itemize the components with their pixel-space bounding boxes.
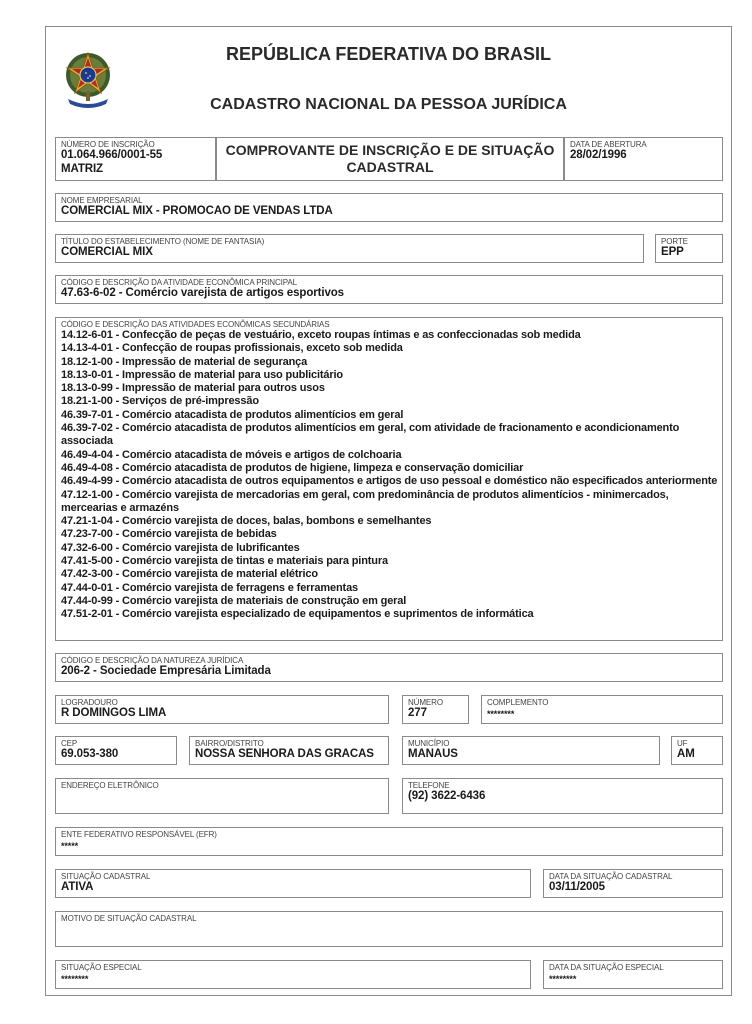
atividade-secundaria-item: 46.49-4-08 - Comércio atacadista de produtos de higiene, limpeza e conservação domiciliar [61,461,524,474]
bairro-value: NOSSA SENHORA DAS GRACAS [195,748,374,760]
natureza-juridica-label: CÓDIGO E DESCRIÇÃO DA NATUREZA JURÍDICA [61,656,244,665]
efr-field [55,827,723,856]
data-situacao-especial-label: DATA DA SITUAÇÃO ESPECIAL [549,963,664,972]
motivo-situacao-field [55,911,723,947]
natureza-juridica-field [55,653,723,682]
atividade-secundaria-item: 14.13-4-01 - Confecção de roupas profissionais, exceto sob medida [61,342,403,355]
numero-inscricao-value: 01.064.966/0001-55 [61,149,163,161]
nome-empresarial-field [55,193,723,222]
atividade-secundaria-item: 18.13-0-01 - Impressão de material para uso publicitário [61,368,343,381]
natureza-juridica-value: 206-2 - Sociedade Empresária Limitada [61,665,271,677]
data-abertura-field [564,137,723,181]
motivo-situacao-label: MOTIVO DE SITUAÇÃO CADASTRAL [61,914,197,923]
atividade-secundaria-item: 47.21-1-04 - Comércio varejista de doces, balas, bombons e semelhantes [61,515,432,528]
efr-value: ***** [61,841,79,851]
atividade-secundaria-item: 18.21-1-00 - Serviços de pré-impressão [61,395,259,408]
titulo-estabelecimento-label: TÍTULO DO ESTABELECIMENTO (NOME DE FANTASIA) [61,237,265,246]
data-situacao-cadastral-field [543,869,723,898]
atividade-secundaria-item: 47.44-0-01 - Comércio varejista de ferragens e ferramentas [61,581,359,594]
situacao-especial-field [55,960,531,989]
atividade-secundaria-item: 47.41-5-00 - Comércio varejista de tintas e materiais para pintura [61,555,388,568]
nome-empresarial-value: COMERCIAL MIX - PROMOCAO DE VENDAS LTDA [61,205,333,217]
atividade-secundaria-item: 47.12-1-00 - Comércio varejista de mercadorias em geral, com predominância de produtos alimentícios - minimercados, mercearias e armazéns [61,488,669,514]
comprovante-title-line2: CADASTRAL [346,159,434,175]
logradouro-label: LOGRADOURO [61,698,118,707]
cep-field [55,736,177,765]
efr-label: ENTE FEDERATIVO RESPONSÁVEL (EFR) [61,830,217,839]
header-title: REPÚBLICA FEDERATIVA DO BRASIL [225,44,551,64]
data-situacao-cadastral-label: DATA DA SITUAÇÃO CADASTRAL [549,872,673,881]
atividade-principal-label: CÓDIGO E DESCRIÇÃO DA ATIVIDADE ECONÔMICA PRINCIPAL [61,278,297,287]
complemento-value: ******** [487,709,515,719]
atividades-secundarias-list [61,329,718,622]
endereco-eletronico-field [55,778,389,814]
logradouro-field [55,695,389,724]
telefone-value: (92) 3622-6436 [408,790,486,802]
atividade-secundaria-item: 18.13-0-99 - Impressão de material para outros usos [61,382,325,395]
uf-field [671,736,723,765]
situacao-especial-value: ******** [61,974,89,984]
uf-label: UF [677,739,688,748]
endereco-eletronico-label: ENDEREÇO ELETRÔNICO [61,781,159,790]
situacao-cadastral-value: ATIVA [61,881,94,893]
atividades-secundarias-field [55,317,723,641]
porte-label: PORTE [661,237,688,246]
municipio-value: MANAUS [408,748,458,760]
atividade-secundaria-item: 46.49-4-99 - Comércio atacadista de outros equipamentos e artigos de uso pessoal e doméstico não especificados anteriormente [61,475,718,488]
comprovante-title-box [216,137,564,181]
atividade-secundaria-item: 46.39-7-02 - Comércio atacadista de produtos alimentícios em geral, com atividade de fracionamento e acondicionamento associada [61,422,680,448]
porte-field [655,234,723,263]
municipio-field [402,736,660,765]
atividade-secundaria-item: 47.44-0-99 - Comércio varejista de materiais de construção em geral [61,594,407,607]
comprovante-title-line1: COMPROVANTE DE INSCRIÇÃO E DE SITUAÇÃO [225,142,555,158]
telefone-field [402,778,723,814]
bairro-label: BAIRRO/DISTRITO [195,739,264,748]
atividade-secundaria-item: 14.12-6-01 - Confecção de peças de vestuário, exceto roupas íntimas e as confeccionadas sob medida [61,329,581,341]
cep-value: 69.053-380 [61,748,119,760]
atividade-secundaria-item: 47.23-7-00 - Comércio varejista de bebidas [61,528,277,541]
data-abertura-label: DATA DE ABERTURA [570,140,647,149]
uf-value: AM [677,748,695,760]
atividade-secundaria-item: 47.42-3-00 - Comércio varejista de material elétrico [61,568,318,581]
atividade-secundaria-item: 18.12-1-00 - Impressão de material de segurança [61,355,308,368]
atividades-secundarias-label: CÓDIGO E DESCRIÇÃO DAS ATIVIDADES ECONÔMICAS SECUNDÁRIAS [61,320,330,329]
complemento-label: COMPLEMENTO [487,698,549,707]
cep-label: CEP [61,739,78,748]
situacao-cadastral-label: SITUAÇÃO CADASTRAL [61,872,151,881]
numero-inscricao-field [55,137,216,181]
atividade-secundaria-item: 46.39-7-01 - Comércio atacadista de produtos alimentícios em geral [61,408,404,421]
cnpj-document [45,26,732,996]
complemento-field [481,695,723,724]
numero-label: NÚMERO [408,698,443,707]
atividade-principal-value: 47.63-6-02 - Comércio varejista de artigos esportivos [61,287,344,299]
bairro-field [189,736,389,765]
situacao-especial-label: SITUAÇÃO ESPECIAL [61,963,142,972]
nome-empresarial-label: NOME EMPRESARIAL [61,196,143,205]
numero-inscricao-label: NÚMERO DE INSCRIÇÃO [61,140,155,149]
numero-value: 277 [408,707,427,719]
numero-field [402,695,469,724]
atividade-secundaria-item: 46.49-4-04 - Comércio atacadista de móveis e artigos de colchoaria [61,448,402,461]
data-situacao-cadastral-value: 03/11/2005 [549,881,605,893]
comprovante-title [217,142,563,176]
header-subtitle: CADASTRO NACIONAL DA PESSOA JURÍDICA [210,96,567,113]
titulo-estabelecimento-value: COMERCIAL MIX [61,246,153,258]
porte-value: EPP [661,246,684,258]
data-situacao-especial-value: ******** [549,974,577,984]
telefone-label: TELEFONE [408,781,450,790]
data-abertura-value: 28/02/1996 [570,149,627,161]
titulo-estabelecimento-field [55,234,644,263]
atividade-principal-field [55,275,723,304]
situacao-cadastral-field [55,869,531,898]
data-situacao-especial-field [543,960,723,989]
matriz-value: MATRIZ [61,163,103,175]
municipio-label: MUNICÍPIO [408,739,450,748]
atividade-secundaria-item: 47.32-6-00 - Comércio varejista de lubrificantes [61,541,300,554]
atividade-secundaria-item: 47.51-2-01 - Comércio varejista especializado de equipamentos e suprimentos de informática [61,608,534,621]
logradouro-value: R DOMINGOS LIMA [61,707,167,719]
